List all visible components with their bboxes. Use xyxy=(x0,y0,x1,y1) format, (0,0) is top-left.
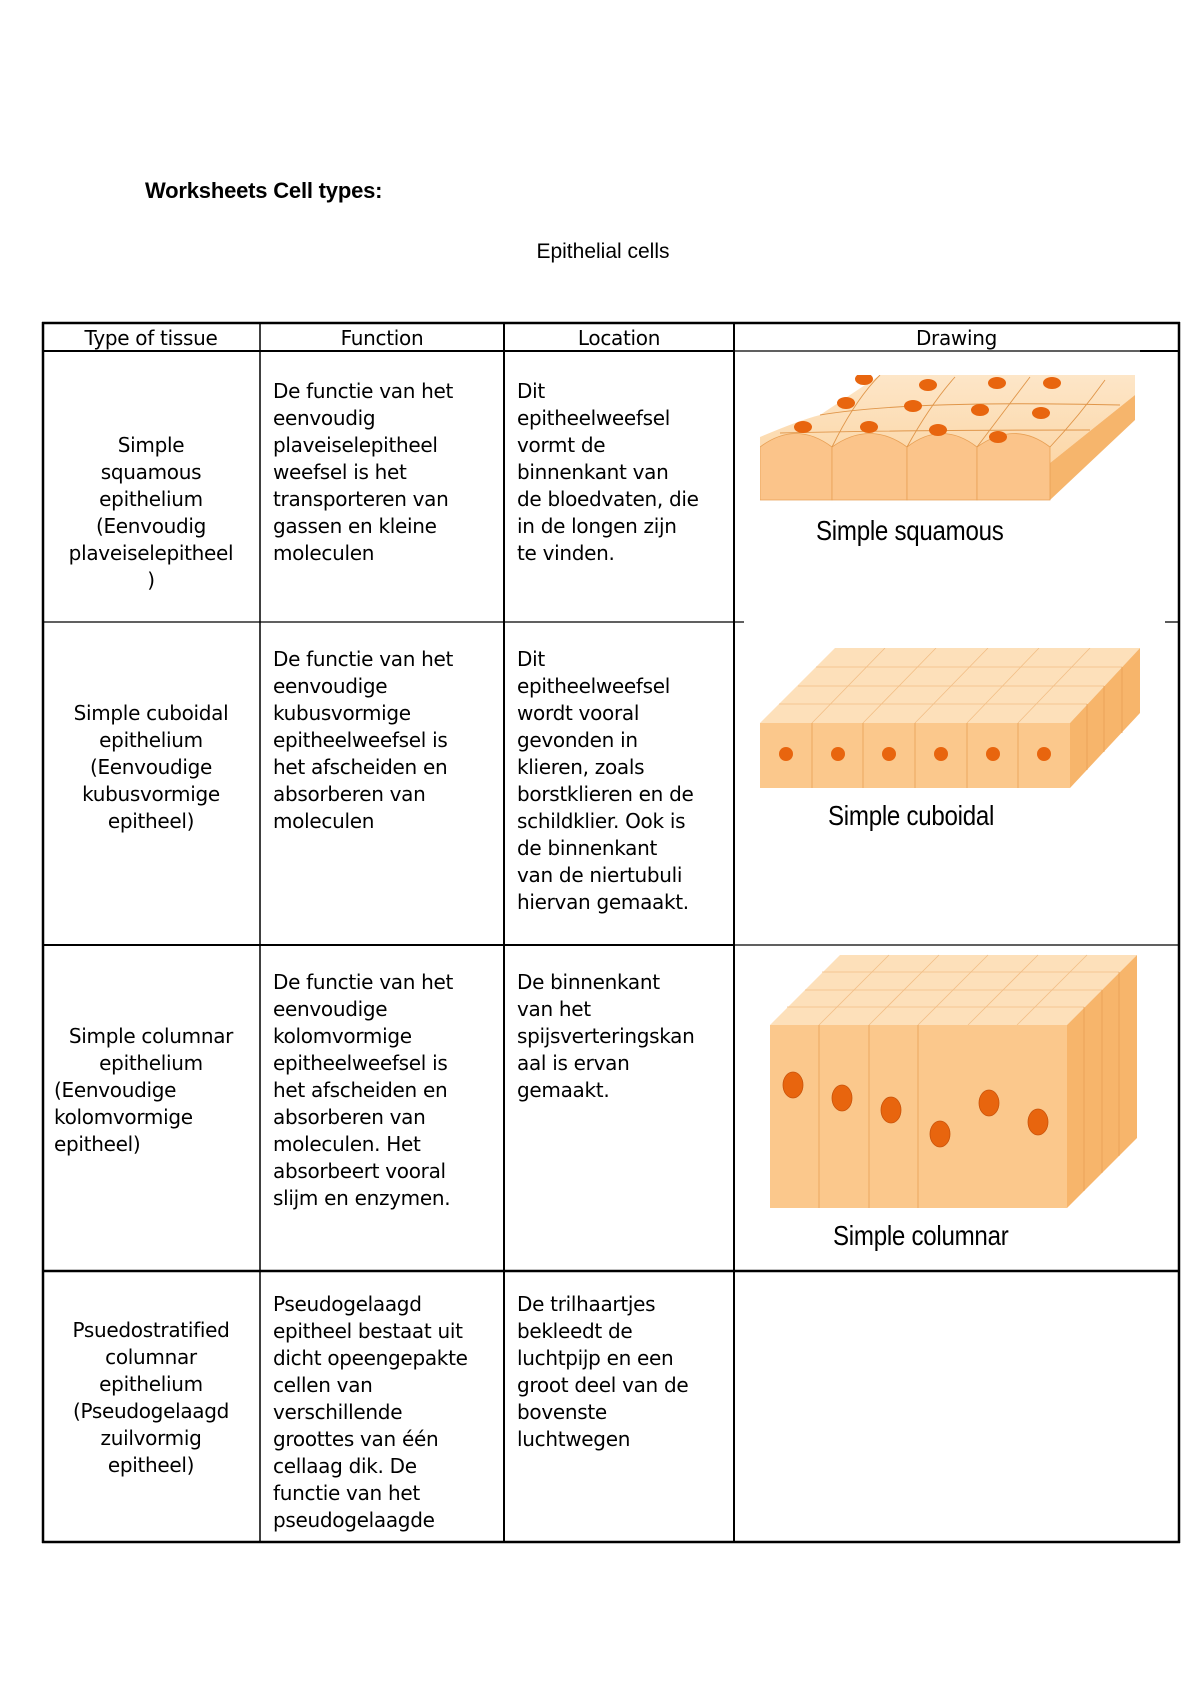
simple-columnar-drawing xyxy=(770,953,1145,1208)
drawing-caption: Simple cuboidal xyxy=(828,800,995,831)
function-cell: Pseudogelaagd epitheel bestaat uit dicht opeengepakte cellen van verschillende groottes van één cellaag dik. De functie van het pseudogelaagde xyxy=(273,1292,468,1532)
function-cell: De functie van het eenvoudige kolomvormige epitheelweefsel is het afscheiden en absorberen van moleculen. Het absorbeert vooral slijm en enzymen. xyxy=(273,970,454,1210)
header-type-of-tissue: Type of tissue xyxy=(84,326,218,350)
simple-squamous-drawing xyxy=(760,375,1140,510)
header-drawing: Drawing xyxy=(915,326,998,350)
simple-cuboidal-drawing xyxy=(760,648,1150,788)
type-of-tissue-cell: Simple columnar epithelium (Eenvoudige kolomvormige epitheel) xyxy=(54,1024,234,1156)
worksheet-title: Worksheets Cell types: xyxy=(145,178,383,203)
type-of-tissue-cell: Simple squamous epithelium (Eenvoudig plaveiselepitheel ) xyxy=(68,433,234,592)
location-cell: Dit epitheelweefsel wordt vooral gevonden in klieren, zoals borstklieren en de schildklier. Ook is de binnenkant van de niertubuli hiervan gemaakt. xyxy=(517,647,694,914)
empty-drawing-cell xyxy=(736,1273,1177,1540)
type-of-tissue-cell: Simple cuboidal epithelium (Eenvoudige kubusvormige epitheel) xyxy=(73,701,229,833)
header-location: Location xyxy=(577,326,661,350)
location-cell: De trilhaartjes bekleedt de luchtpijp en een groot deel van de bovenste luchtwegen xyxy=(517,1292,689,1451)
function-cell: De functie van het eenvoudige kubusvormige epitheelweefsel is het afscheiden en absorberen van moleculen xyxy=(273,647,454,833)
section-subtitle: Epithelial cells xyxy=(536,240,670,263)
drawing-caption: Simple squamous xyxy=(816,515,1004,546)
type-of-tissue-cell: Psuedostratified columnar epithelium (Pseudogelaagd zuilvormig epitheel) xyxy=(72,1318,230,1477)
header-function: Function xyxy=(340,326,424,350)
location-cell: De binnenkant van het spijsverteringskan aal is ervan gemaakt. xyxy=(517,970,695,1102)
function-cell: De functie van het eenvoudig plaveiselepitheel weefsel is het transporteren van gassen en kleine moleculen xyxy=(273,379,454,565)
drawing-caption: Simple columnar xyxy=(833,1220,1009,1251)
location-cell: Dit epitheelweefsel vormt de binnenkant van de bloedvaten, die in de longen zijn te vinden. xyxy=(517,379,699,565)
